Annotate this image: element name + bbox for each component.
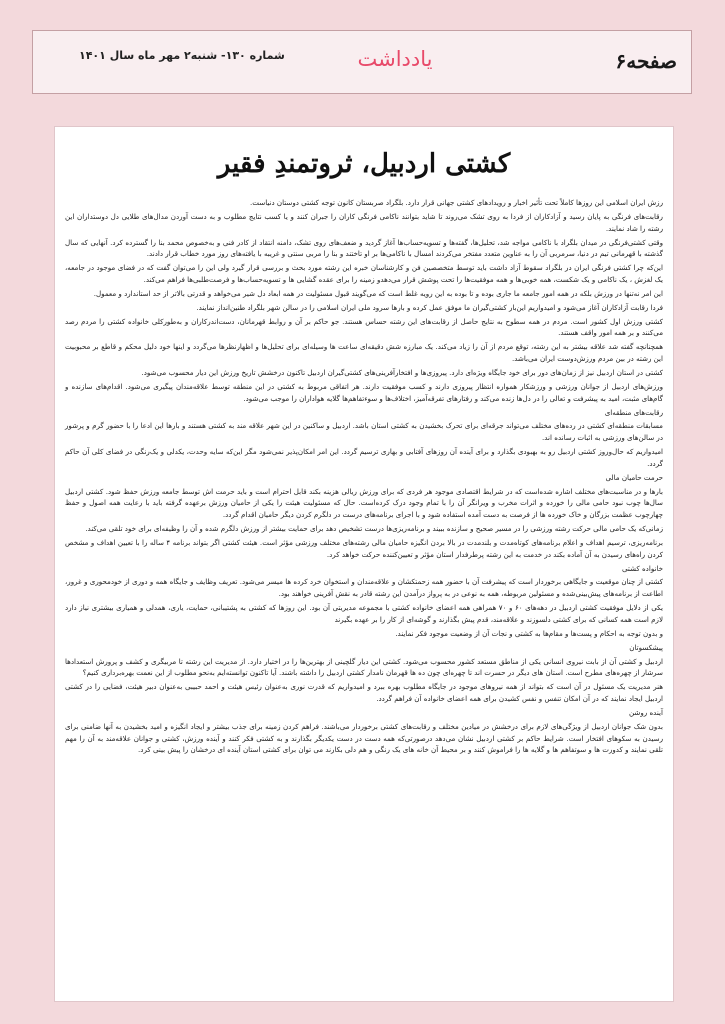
article-paragraph: بارها و در مناسبت‌های مختلف اشاره شده‌است که در شرایط اقتصادی موجود هر فردی که برای ورزش ریالی هزینه بکند قابل احترام است و باید حرمت اش توسط جامعه ورزش حفظ شود. کشتی اردبیل سال‌ها چوب نبود حامی مالی را خورده و اثرات مخرب و ویرانگر آن را با تمام وجود درک کرده‌است. حال که مسئولیت هیئت را یکی از حامیان ورزش برعهده گرفته باید با رعایت همه اصول و حفظ چهارچوب عظمت بزرگان و خاک خورده ها از فرصت به دست آمده استفاده شود و با اجرای برنامه‌های درست در دلگرم کردن دیگر حامیان اقدام گردد. xyxy=(65,486,663,520)
article-paragraph: وقتی کشتی‌فرنگی در میدان بلگراد با ناکامی مواجه شد، تحلیل‌ها، گفته‌ها و تسویه‌حساب‌ها آغاز گردید و ضعف‌های روی تشک، دامنه انتقاد از کادر فنی و به‌خصوص محمد بنا را گسترده کرد. آنهایی که سال گذشته با قهرمانی تیم در دنیا، سرمربی آن را به عناوین متعدد مفتخر می‌کردند امسال با ناکامی‌ها بر او تاختند و بنا را مربی سنتی و غریبه با یافته‌های روز مورد خطاب قرار دادند. xyxy=(65,237,663,259)
page-number: صفحه۶ xyxy=(615,49,677,73)
section-title: یادداشت xyxy=(357,47,433,71)
article-paragraph: رقابت‌های منطقه‌ای xyxy=(604,407,663,417)
article-paragraph: این امر نه‌تنها در ورزش بلکه در همه امور جامعه ما جاری بوده و تا بوده به این رویه غلط است که می‌گویند قبول مسئولیت در همه ابعاد دل شیر می‌خواهد و قدرتی بالاتر از حد استاندارد و معمول. xyxy=(93,288,663,298)
article-paragraph: رزش ایران اسلامی این روزها کاملاً تحت تأثیر اخبار و رویدادهای کشتی جهانی قرار دارد. بلگراد صربستان کانون توجه کشتی دوستان دنیاست. xyxy=(250,198,663,207)
article-paragraph: بدون شک جوانان اردبیل از ویژگی‌های لازم برای درخشش در میادین مختلف و رقابت‌های کشتی برخوردار می‌باشند. فراهم کردن زمینه برای جذب بیشتر و ایجاد انگیزه و امید بخشیدن به آنها ضامنی برای رسیدن به سکوهای افتخار است. شرایط حاکم بر کشتی اردبیل نشان می‌دهد درصورتی‌که همه دست در دست یکدیگر بگذارند و به کشتی فکر کنند و آینده ورزش، کشتی و جوانان علاقه‌مند به آن را مهم تلقی نمایند و کدورت ها و سوتفاهم ها و گلایه ها را فراموش کنند و بر محیط آن خانه های یک رنگی و هم دلی بکارند می توان برای کشتی استان آینده ای درخشان را پیش بینی کرد. xyxy=(65,721,663,755)
article-paragraph: فردا رقابت آزادکاران آغاز می‌شود و امیدواریم این‌بار کشتی‌گیران ما موفق عمل کرده و بارها سرود ملی ایران اسلامی را در سالن شهر بلگراد طنین‌انداز نمایند. xyxy=(196,302,663,312)
article-paragraph: و بدون توجه به احکام و پست‌ها و مقام‌ها به کشتی و نجات آن از وضعیت موجود فکر نمایند. xyxy=(395,628,663,638)
article-paragraph: آینده روشن xyxy=(629,707,663,717)
article-paragraph: حرمت حامیان مالی xyxy=(605,472,663,482)
article-paragraph: خانواده کشتی xyxy=(621,563,663,573)
article-paragraph: کشتی در استان اردبیل نیز از زمان‌های دور برای خود جایگاه ویژه‌ای دارد. پیروزی‌ها و افتخارآفرینی‌های کشتی‌گیران اردبیل تاکنون درخشش تاریخ ورزش این دیار محسوب می‌شود. xyxy=(141,367,663,377)
header-box xyxy=(32,30,692,94)
article-paragraph: زمانی‌که یک حامی مالی حرکت رشته ورزشی را در مسیر صحیح و سازنده ببیند و برنامه‌ریزی‌ها درست تشخیص دهد برای حمایت بیشتر از ورزش دلگرم شده و آن را وظیفه‌ای برای خود تلقی می‌کند. xyxy=(85,524,663,534)
article-body xyxy=(65,197,663,756)
article-paragraph: یکی از دلایل موفقیت کشتی اردبیل در دهه‌های ۶۰ و ۷۰ همراهی همه اعضای خانواده کشتی با مجموعه مدیریتی آن بود. این روزها که کشتی به پشتیبانی، حمایت، یاری، همدلی و همیاری بیشتری نیاز دارد لازم است همه کسانی که برای کشتی دلسوزند و علاقه‌مند، قدم پیش بگذارند و گوشه‌ای از کار را بر عهده بگیرند xyxy=(65,603,664,624)
article-paragraph: همچنانچه گفته شد علاقه بیشتر به این رشته، توقع مردم از آن را زیاد می‌کند. یک مبارزه شش دقیقه‌ای ساعت ها وسیله‌ای برای تحلیل‌ها و اظهارنظرها می‌گردد و اینها خود دلیل محکم و قاطع بر محبوبیت این رشته در بین مردم ورزش‌دوست ایران می‌باشد. xyxy=(65,342,663,364)
article-paragraph: هنر مدیریت یک مسئول در آن است که بتواند از همه نیروهای موجود در جایگاه مطلوب بهره ببرد و امیدواریم که قدرت نوری به‌عنوان رئیس هیئت و احمد حبیبی به‌عنوان دبیر هیئت، فضایی را در کشتی اردبیل ایجاد نمایند که در آن امکان تنفس و نفس کشیدن برای همه اعضای خانواده آن فراهم گردد. xyxy=(65,682,663,704)
article-paragraph: کشتی ورزش اول کشور است. مردم در همه سطوح به نتایج حاصل از رقابت‌های این رشته حساس هستند. جو حاکم بر آن و روابط قهرمانان، دست‌اندرکاران و به‌طورکلی خانواده کشتی را مردم رصد می‌کنند و بر همه امور واقف هستند. xyxy=(65,316,663,338)
article-paragraph: کشتی از چنان موقعیت و جایگاهی برخوردار است که پیشرفت آن با حضور همه زحمتکشان و علاقه‌مندان و استخوان خرد کرده ها میسر می‌شود. تعریف وظایف و جایگاه همه و دوری از خودمحوری و غرور، اطاعت از برنامه‌های پیش‌بینی‌شده و مسئولین مربوطه، همه به نوعی در به پرواز درآمدن این رشته قادر به نقش آفرینی خواهند بود. xyxy=(65,577,663,599)
article-box xyxy=(54,126,674,1002)
article-title: کشتی اردبیل، ثروتمندِ فقیر xyxy=(217,149,511,179)
article-paragraph: برنامه‌ریزی، ترسیم اهداف و اعلام برنامه‌های کوتاه‌مدت و بلندمدت در بالا بردن انگیزه حامیان مالی رشته‌های مختلف ورزشی مؤثر است. هیئت کشتی اگر بتواند برنامه ۴ ساله را با تعیین اهداف و مشخص کردن راه‌های رسیدن به آن آماده بکند در خدمت به این رشته پرطرفدار استان مؤثر و تعیین‌کننده حرکت خواهد کرد. xyxy=(65,537,663,559)
article-paragraph: اردبیل و کشتی آن از بابت نیروی انسانی یکی از مناطق مستعد کشور محسوب می‌شود. کشتی این دیار گلچینی از بهترین‌ها را در اختیار دارد. از مدیریت این رشته تا مربیگری و کشف و پرورش استعدادها سرشار از چهره‌های مطرح است. استان های دیگر در حسرت اند تا چهره‌ای چون ده ها قهرمان نامدار کشتی اردبیل را داشته باشند. آیا تاکنون توانسته‌ایم به‌نحو مطلوب از این نعمت بهره‌برداری کنیم؟ xyxy=(65,656,663,678)
article-paragraph: امیدواریم که حال‌وروز کشتی اردبیل رو به بهبودی بگذارد و برای آینده آن روزهای آفتابی و بهاری ترسیم گردد. این امر امکان‌پذیر نمی‌شود مگر این‌که سایه وحدت، یکدلی و یک‌رنگی در فضای کلی آن حاکم گردد. xyxy=(65,447,663,468)
issue-line: شماره ۱۳۰- شنبه۲ مهر ماه سال ۱۴۰۱ xyxy=(79,49,285,62)
article-paragraph: ورزش‌های اردبیل از جوانان ورزشی و ورزشکار همواره انتظار پیروزی دارند و کسب موفقیت دارند. هر اتفاقی مربوط به کشتی در این منطقه توسط علاقه‌مندان پیگیری می‌شود. اقدام‌های سازنده و گام‌های مثبت، امید به پیشرفت و تعالی را در دل‌ها زنده می‌کند و رفتارهای تفرقه‌آمیز، اختلاف‌ها و سوء‌تفاهم‌ها گلایه هواداران را موجب می‌شود. xyxy=(65,381,663,403)
article-paragraph: مسابقات منطقه‌ای کشتی در رده‌های مختلف می‌تواند جرقه‌ای برای تحرک بخشیدن به کشتی استان باشد. اردبیل و ساکنین در این شهر علاقه مند به کشتی هستند و بارها این ادعا را با حضور گرم و پرشور در سالن‌های ورزشی به اثبات رسانده اند. xyxy=(65,421,663,443)
article-paragraph: پیشکسوتان xyxy=(629,642,663,652)
article-paragraph: این‌که چرا کشتی فرنگی ایران در بلگراد سقوط آزاد داشت باید توسط متخصصین فن و کارشناسان خبره این رشته مورد بحث و بررسی قرار گیرد ولی این را می‌توان گفت که در فضای موجود در جامعه، یک لغزش ، یک ناکامی و یک شکست، همه خوبی‌ها و همه موفقیت‌ها را تحت پوشش قرار می‌دهدو زمینه را برای عقده گشایی ها و تسویه‌حساب‌ها و فرصت‌طلبی‌ها فراهم می‌کند. xyxy=(65,263,663,285)
article-paragraph: رقابت‌های فرنگی به پایان رسید و آزادکاران از فردا به روی تشک می‌روند تا شاید بتوانند ناکامی فرنگی کاران را جبران کنند و یا کسب نتایج مطلوب و به دست آوردن مدال‌های طلایی دل دوستداران این رشته را شاد نمایند. xyxy=(65,211,663,233)
